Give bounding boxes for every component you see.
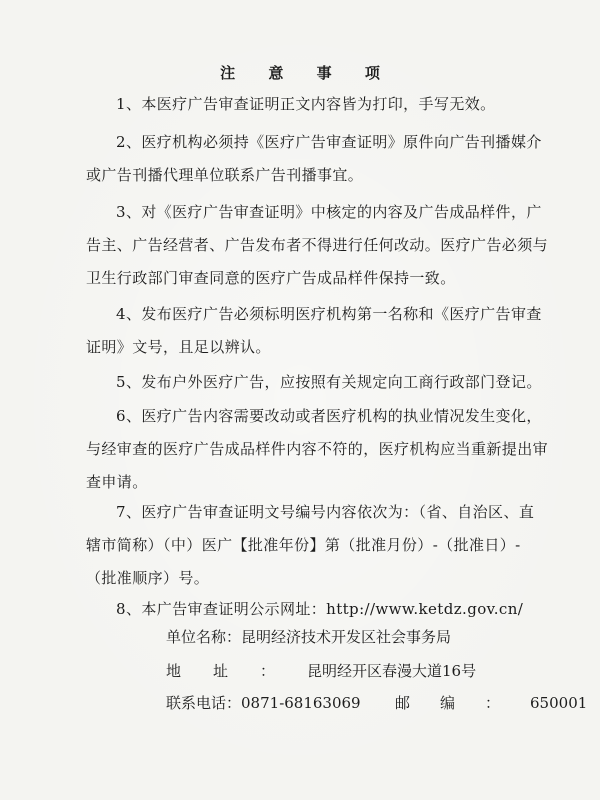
- postal-row: [395, 692, 587, 713]
- page-title: 注 意 事 项: [220, 64, 394, 82]
- notice-item-3-line-1: 3、对《医疗广告审查证明》中核定的内容及广告成品样件，广: [116, 203, 542, 221]
- notice-item-4-line-2: 证明》文号，且足以辨认。: [86, 338, 271, 356]
- notice-item-2-line-1: 2、医疗机构必须持《医疗广告审查证明》原件向广告刊播媒介: [116, 133, 542, 151]
- notice-item-3-line-3: 卫生行政部门审查同意的医疗广告成品样件保持一致。: [86, 269, 456, 287]
- unit-name-value: 昆明经济技术开发区社会事务局: [241, 628, 452, 646]
- notice-item-5: [86, 366, 542, 399]
- unit-name-row: [166, 626, 451, 647]
- notice-item-5-line-1: 5、发布户外医疗广告，应按照有关规定向工商行政部门登记。: [116, 373, 542, 391]
- notice-item-6-line-1: 6、医疗广告内容需要改动或者医疗机构的执业情况发生变化，: [116, 407, 542, 425]
- notice-item-1-line-1: 1、本医疗广告审查证明正文内容皆为打印，手写无效。: [116, 95, 496, 113]
- address-label: 地址：: [166, 662, 308, 680]
- notice-item-8-line-1: 8、本广告审查证明公示网址：http://www.ketdz.gov.cn/: [116, 600, 524, 618]
- unit-name-label: 单位名称：: [166, 628, 242, 646]
- notice-item-4-line-1: 4、发布医疗广告必须标明医疗机构第一名称和《医疗广告审查: [116, 305, 542, 323]
- notice-item-2: [86, 126, 542, 192]
- postal-value: 650001: [530, 694, 588, 712]
- phone-label: 联系电话：: [166, 694, 242, 712]
- notice-item-3-line-2: 告主、广告经营者、广告发布者不得进行任何改动。医疗广告必须与: [86, 236, 549, 254]
- notice-item-6-line-3: 查申请。: [86, 473, 148, 491]
- address-value: 昆明经开区春漫大道16号: [307, 662, 477, 680]
- notice-item-7-line-1: 7、医疗广告审查证明文号编号内容依次为：（省、自治区、直: [116, 503, 535, 521]
- notice-item-7-line-2: 辖市简称）（中）医广【批准年份】第（批准月份）-（批准日）-: [86, 536, 521, 554]
- notice-item-4: [86, 298, 542, 364]
- notice-item-1: [86, 88, 526, 121]
- phone-value: 0871-68163069: [241, 694, 361, 712]
- address-row: [166, 660, 476, 681]
- notice-item-6-line-2: 与经审查的医疗广告成品样件内容不符的，医疗机构应当重新提出审: [86, 440, 549, 458]
- notice-item-3: [86, 196, 549, 295]
- notice-item-7: [86, 496, 535, 595]
- postal-label: 邮编：: [395, 694, 531, 712]
- notice-item-7-line-3: （批准顺序）号。: [86, 569, 210, 587]
- notice-item-2-line-2: 或广告刊播代理单位联系广告刊播事宜。: [86, 166, 364, 184]
- notice-item-6: [86, 400, 549, 499]
- phone-row: [166, 692, 361, 713]
- notice-item-8: [86, 593, 526, 626]
